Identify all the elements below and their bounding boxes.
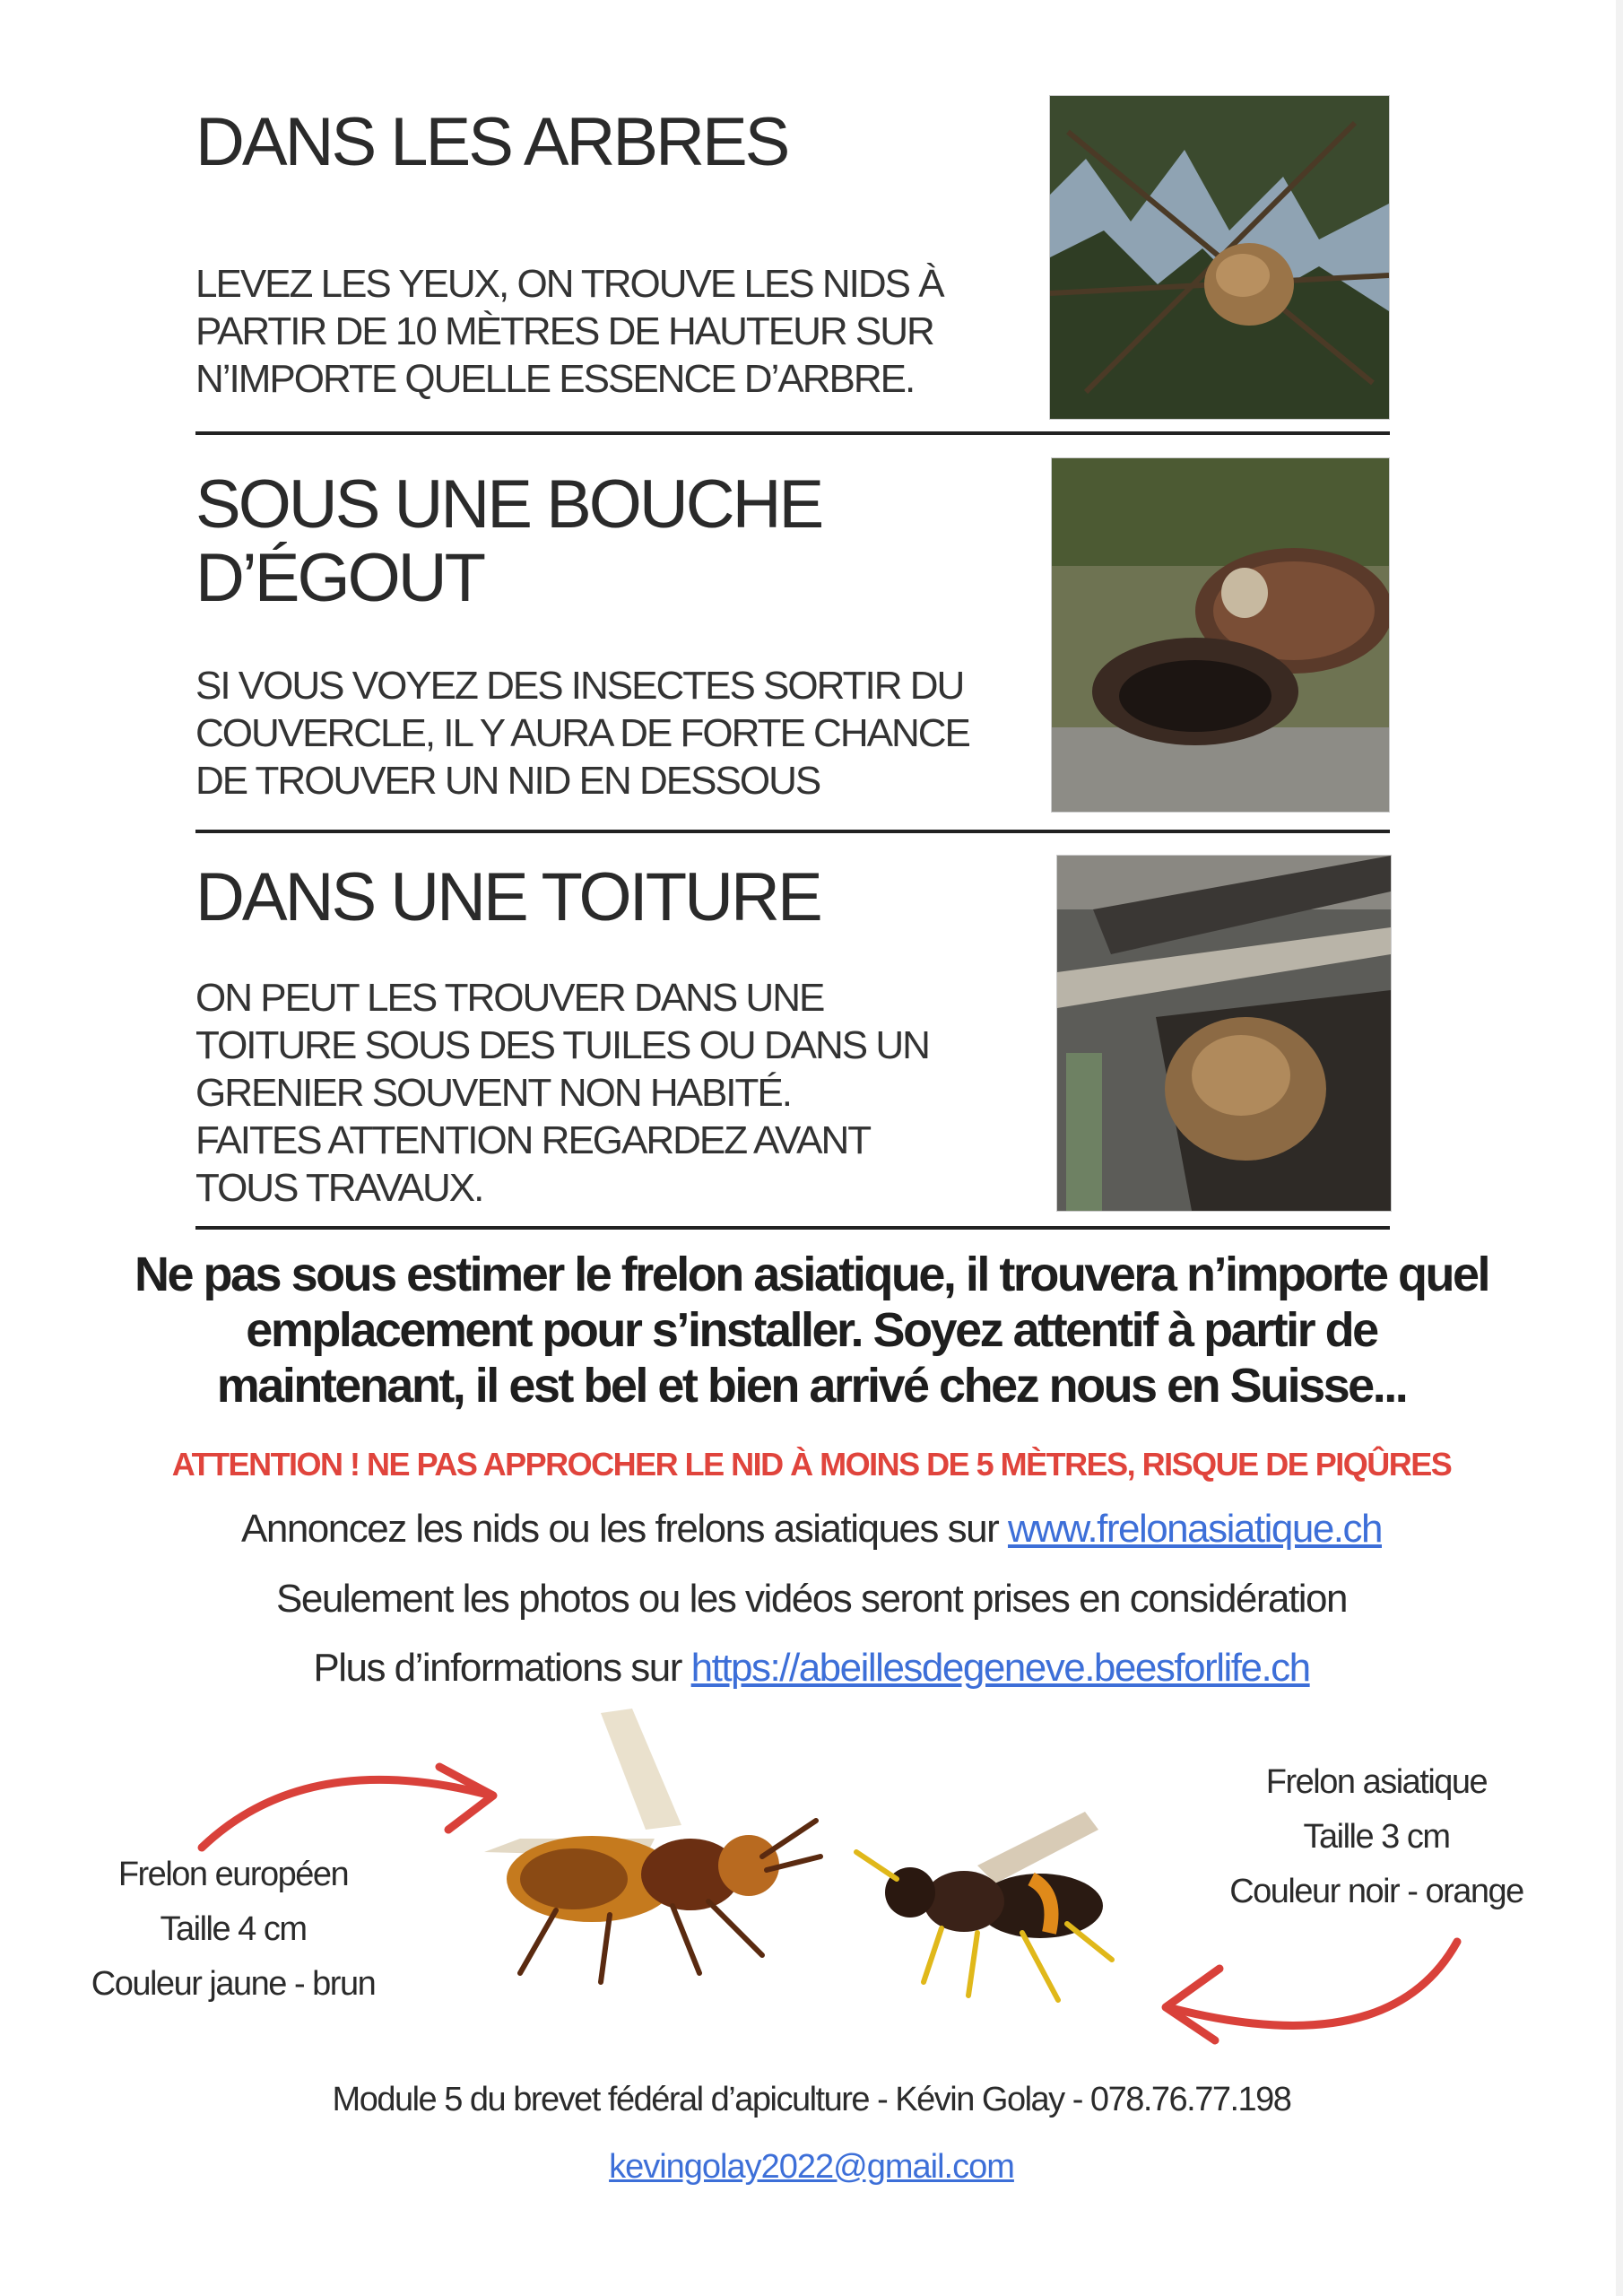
asian-hornet-name: Frelon asiatique [1265,1763,1488,1801]
section-trees-title: DANS LES ARBRES [195,104,788,180]
divider-3 [195,1226,1390,1230]
asian-hornet-color: Couleur noir - orange [1229,1873,1523,1910]
frelonasiatique-link[interactable]: www.frelonasiatique.ch [1007,1507,1382,1551]
section-roof-title: DANS UNE TOITURE [195,859,820,935]
european-hornet-size: Taille 4 cm [160,1910,307,1948]
roof-nest-photo [1056,855,1392,1212]
european-hornet-icon [466,1704,825,1991]
european-hornet-color: Couleur jaune - brun [91,1965,376,2003]
section-roof-body: ON PEUT LES TROUVER DANS UNE TOITURE SOUS DES TUILES OU DANS UN GRENIER SOUVENT NON HABITÉ. FAITES ATTENTION REGARDEZ AVANT TOUS TRAVAUX. [195,976,929,1210]
more-info-line [72,1646,1551,1691]
page-edge [1616,0,1623,2296]
divider-2 [195,830,1390,833]
divider-1 [195,431,1390,435]
email-link[interactable]: kevingolay2022@gmail.com [609,2148,1014,2186]
more-prefix: Plus d’informations sur [313,1646,691,1690]
arrow-left-icon [1148,1928,1471,2054]
tree-nest-photo [1049,95,1390,420]
asian-hornet-size: Taille 3 cm [1303,1818,1450,1856]
european-hornet-name: Frelon européen [117,1856,349,1893]
warning-text: Ne pas sous estimer le frelon asiatique, il trouvera n’importe quel emplacement pour s’installer. Soyez attentif à partir de maintenant, il est bel et bien arrivé chez nous en Suisse... [135,1248,1488,1413]
beesforlife-link[interactable]: https://abeillesdegeneve.beesforlife.ch [690,1646,1310,1690]
announce-prefix: Annoncez les nids ou les frelons asiatiques sur [241,1507,1008,1551]
arrow-right-icon [188,1740,511,1857]
section-sewer-body: SI VOUS VOYEZ DES INSECTES SORTIR DU COUVERCLE, IL Y AURA DE FORTE CHANCE DE TROUVER UN NID EN DESSOUS [195,664,969,803]
footer-credit: Module 5 du brevet fédéral d’apiculture - Kévin Golay - 078.76.77.198 [332,2081,1291,2118]
alert-text: ATTENTION ! NE PAS APPROCHER LE NID À MOINS DE 5 MÈTRES, RISQUE DE PIQÛRES [171,1446,1452,1483]
announce-line [72,1507,1551,1552]
section-trees-body: LEVEZ LES YEUX, ON TROUVE LES NIDS À PARTIR DE 10 MÈTRES DE HAUTEUR SUR N’IMPORTE QUELLE ESSENCE D’ARBRE. [195,262,943,401]
sewer-nest-photo [1051,457,1390,813]
european-hornet-label [72,1848,395,2012]
photos-note: Seulement les photos ou les vidéos seront prises en considération [276,1577,1347,1621]
section-sewer-title: SOUS UNE BOUCHE D’ÉGOUT [195,466,822,616]
asian-hornet-label [1202,1755,1551,1919]
asian-hornet-icon [843,1803,1139,2009]
footer-email-wrap [72,2148,1551,2187]
